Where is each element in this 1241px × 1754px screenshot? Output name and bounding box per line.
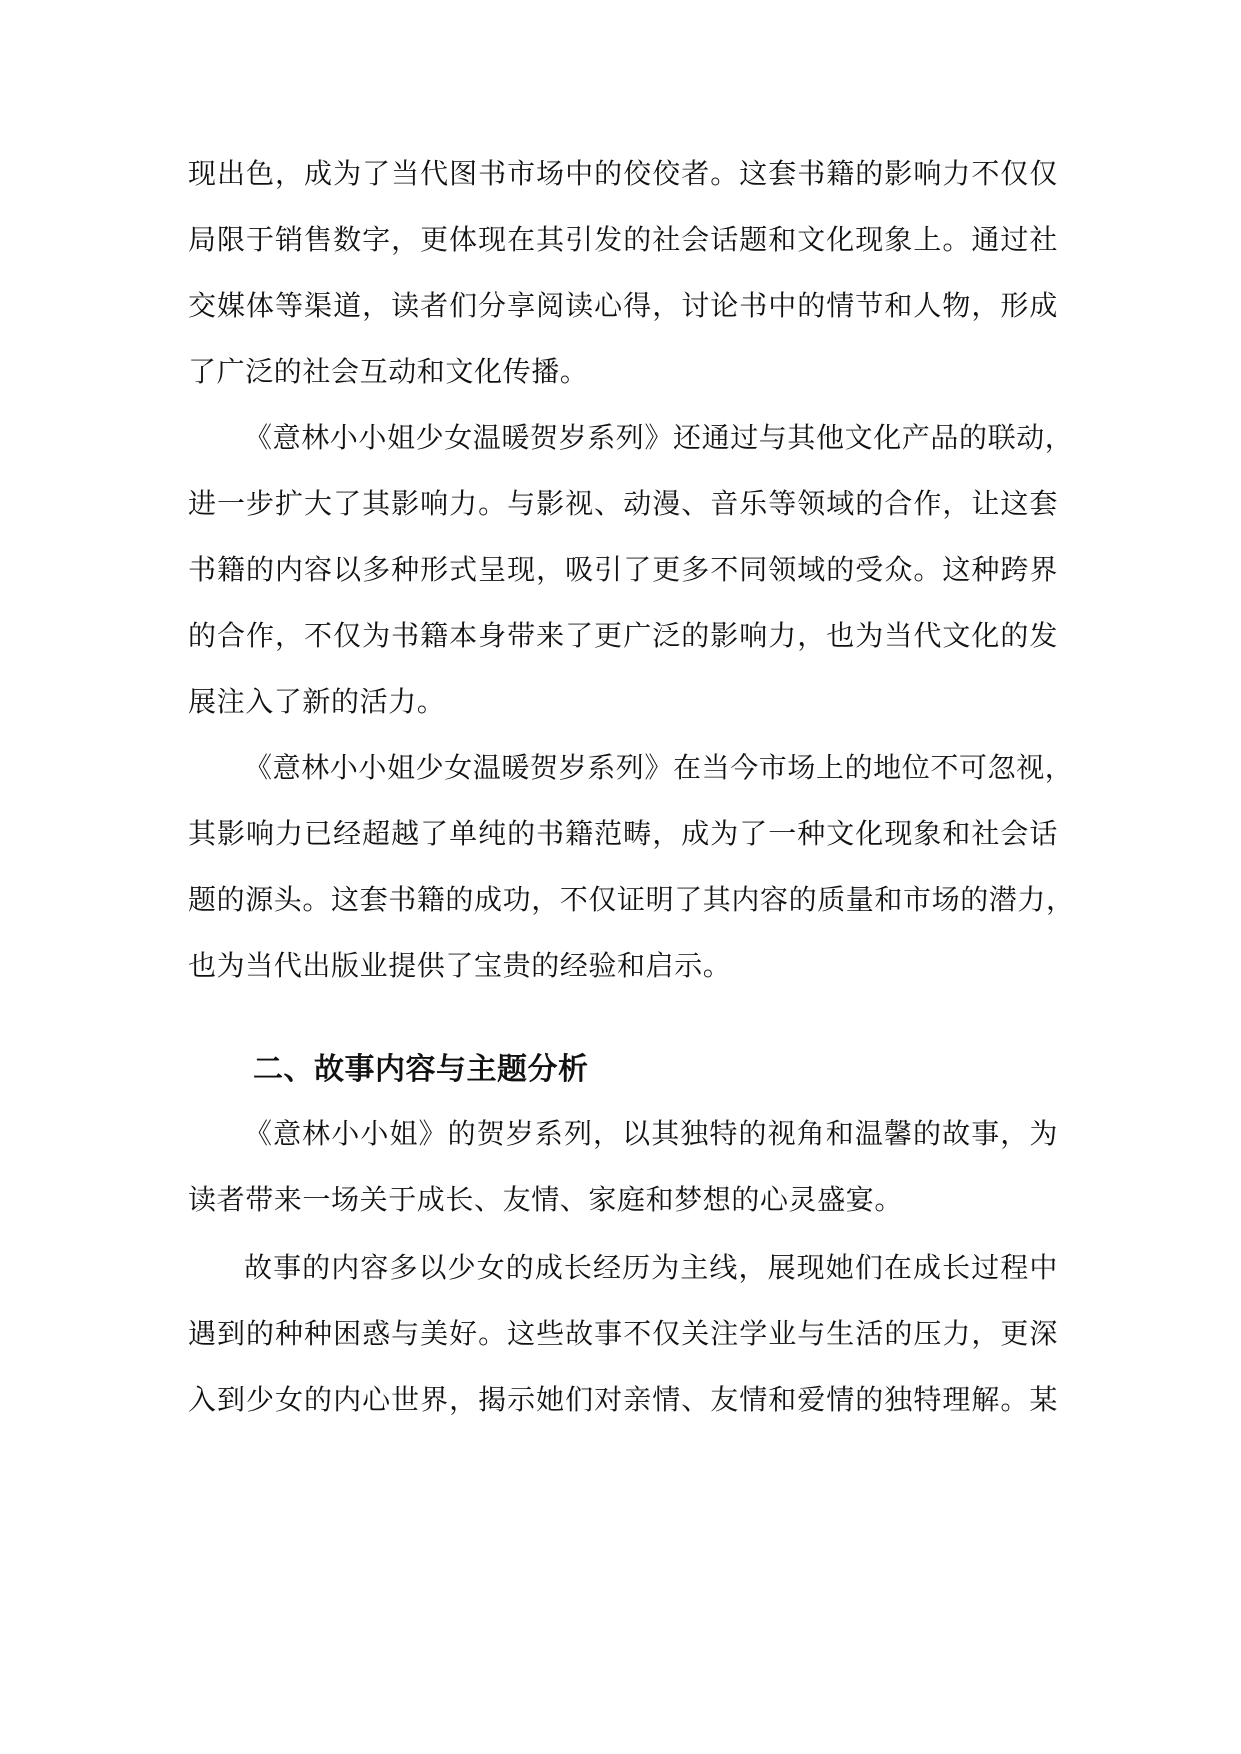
- paragraph-line: 读者带来一场关于成长、友情、家庭和梦想的心灵盛宴。: [188, 1183, 904, 1216]
- section-heading: 二、故事内容与主题分析: [253, 1052, 589, 1087]
- paragraph-line: 现出色，成为了当代图书市场中的佼佼者。这套书籍的影响力不仅仅: [188, 157, 1058, 190]
- paragraph-line: 遇到的种种困惑与美好。这些故事不仅关注学业与生活的压力，更深: [188, 1317, 1058, 1350]
- paragraph-line: 题的源头。这套书籍的成功，不仅证明了其内容的质量和市场的潜力，: [188, 883, 1075, 916]
- paragraph-line: 《意林小小姐少女温暖贺岁系列》在当今市场上的地位不可忽视，: [244, 751, 1074, 784]
- paragraph-line: 其影响力已经超越了单纯的书籍范畴，成为了一种文化现象和社会话: [188, 817, 1058, 850]
- paragraph-line: 书籍的内容以多种形式呈现，吸引了更多不同领域的受众。这种跨界: [188, 553, 1058, 586]
- paragraph-line: 的合作，不仅为书籍本身带来了更广泛的影响力，也为当代文化的发: [188, 619, 1058, 652]
- paragraph-line: 故事的内容多以少女的成长经历为主线，展现她们在成长过程中: [244, 1251, 1058, 1284]
- paragraph-line: 交媒体等渠道，读者们分享阅读心得，讨论书中的情节和人物，形成: [188, 289, 1058, 322]
- paragraph-line: 《意林小小姐》的贺岁系列，以其独特的视角和温馨的故事，为: [244, 1117, 1058, 1150]
- paragraph-line: 局限于销售数字，更体现在其引发的社会话题和文化现象上。通过社: [188, 223, 1058, 256]
- paragraph-line: 也为当代出版业提供了宝贵的经验和启示。: [188, 949, 732, 982]
- paragraph-line: 进一步扩大了其影响力。与影视、动漫、音乐等领域的合作，让这套: [188, 487, 1058, 520]
- paragraph-line: 入到少女的内心世界，揭示她们对亲情、友情和爱情的独特理解。某: [188, 1383, 1058, 1416]
- paragraph-line: 《意林小小姐少女温暖贺岁系列》还通过与其他文化产品的联动，: [244, 421, 1074, 454]
- paragraph-line: 展注入了新的活力。: [188, 685, 446, 718]
- paragraph-line: 了广泛的社会互动和文化传播。: [188, 355, 589, 388]
